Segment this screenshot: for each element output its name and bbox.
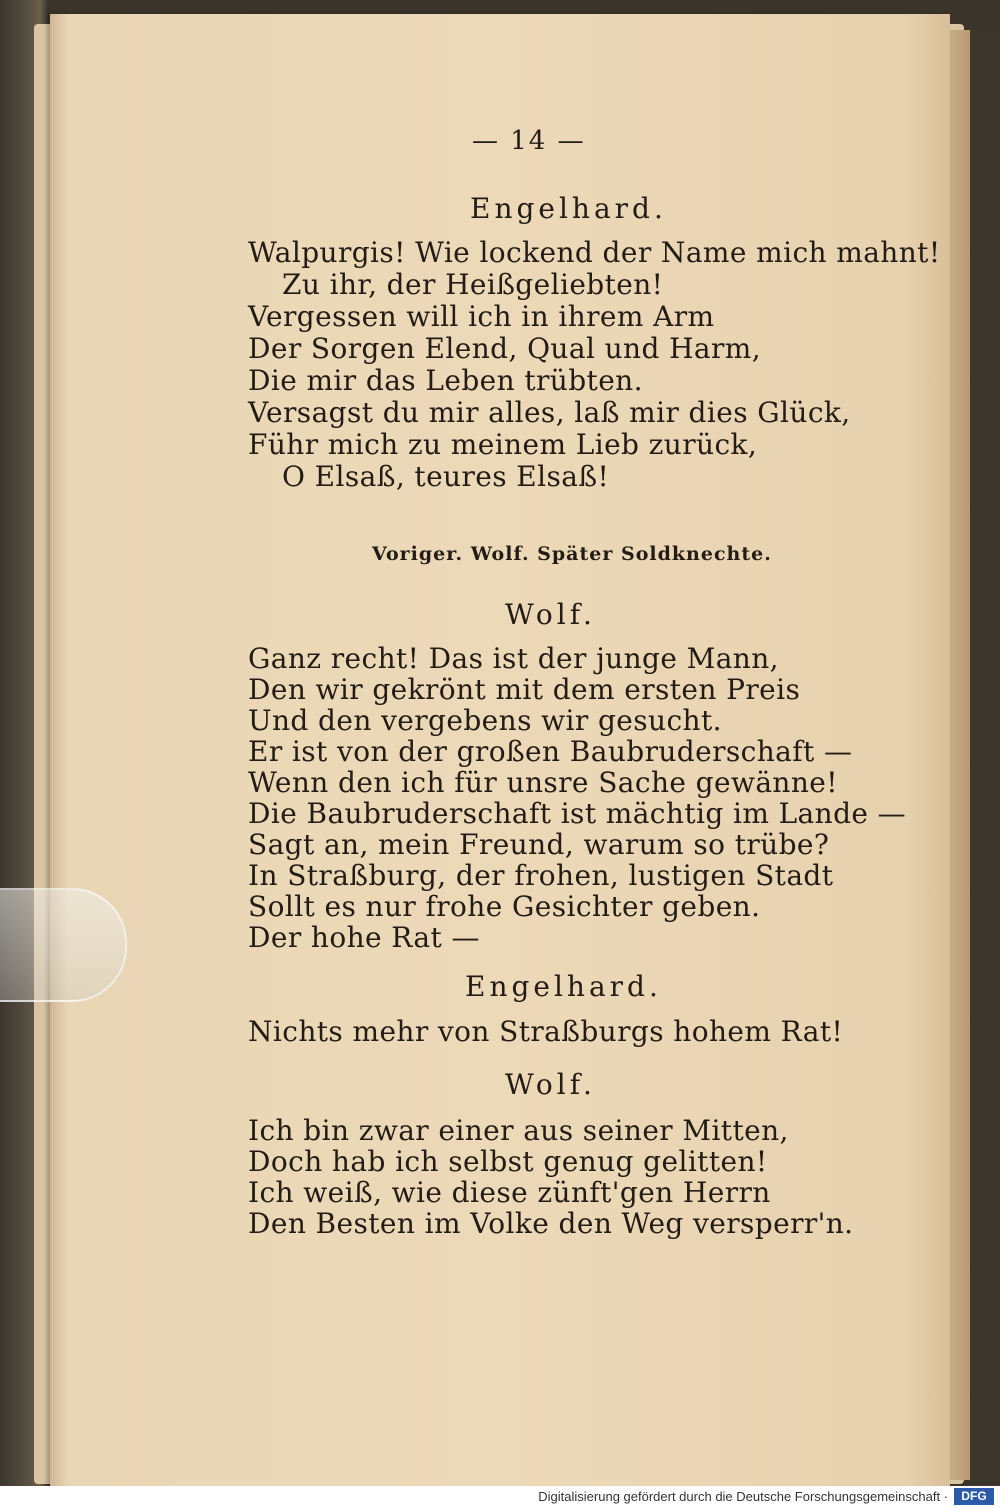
stage-direction: Voriger. Wolf. Später Soldknechte.	[372, 543, 772, 565]
verse-line: Die Baubruderschaft ist mächtig im Lande —	[248, 797, 907, 830]
verse-line: Sollt es nur frohe Gesichter geben.	[248, 890, 761, 923]
verse-line: Die mir das Leben trübten.	[248, 364, 643, 397]
verse-line: Ich bin zwar einer aus seiner Mitten,	[248, 1114, 789, 1147]
verse-line: Versagst du mir alles, laß mir dies Glück,	[248, 396, 851, 429]
verse-line: Den wir gekrönt mit dem ersten Preis	[248, 673, 801, 706]
verse-line: O Elsaß, teures Elsaß!	[282, 460, 610, 493]
page-number: — 14 —	[472, 126, 586, 156]
speaker-wolf: Wolf.	[505, 1068, 596, 1101]
verse-line: Nichts mehr von Straßburgs hohem Rat!	[248, 1015, 844, 1048]
speaker-engelhard: Engelhard.	[470, 192, 667, 225]
verse-line: Doch hab ich selbst genug gelitten!	[248, 1145, 768, 1178]
dfg-logo: DFG	[954, 1488, 994, 1505]
verse-line: Sagt an, mein Freund, warum so trübe?	[248, 828, 830, 861]
digitization-footer	[0, 1486, 1000, 1508]
verse-line: Und den vergebens wir gesucht.	[248, 704, 722, 737]
verse-line: Ich weiß, wie diese zünft'gen Herrn	[248, 1176, 771, 1209]
facing-page-edge	[948, 30, 970, 1480]
verse-line: Zu ihr, der Heißgeliebten!	[282, 268, 664, 301]
verse-line: Vergessen will ich in ihrem Arm	[248, 300, 715, 333]
verse-line: Den Besten im Volke den Weg versperr'n.	[248, 1207, 854, 1240]
scan-border	[970, 30, 1000, 1480]
verse-line: In Straßburg, der frohen, lustigen Stadt	[248, 859, 834, 892]
verse-line: Walpurgis! Wie lockend der Name mich mahnt!	[248, 236, 941, 269]
speaker-engelhard: Engelhard.	[465, 970, 662, 1003]
verse-line: Führ mich zu meinem Lieb zurück,	[248, 428, 758, 461]
speaker-wolf: Wolf.	[505, 598, 596, 631]
page-holder-clip	[0, 888, 127, 1002]
verse-line: Der hohe Rat —	[248, 921, 480, 954]
verse-line: Ganz recht! Das ist der junge Mann,	[248, 642, 779, 675]
footer-credit: Digitalisierung gefördert durch die Deutsche Forschungsgemeinschaft ·	[538, 1489, 948, 1504]
verse-line: Er ist von der großen Baubruderschaft —	[248, 735, 853, 768]
verse-line: Der Sorgen Elend, Qual und Harm,	[248, 332, 762, 365]
verse-line: Wenn den ich für unsre Sache gewänne!	[248, 766, 838, 799]
